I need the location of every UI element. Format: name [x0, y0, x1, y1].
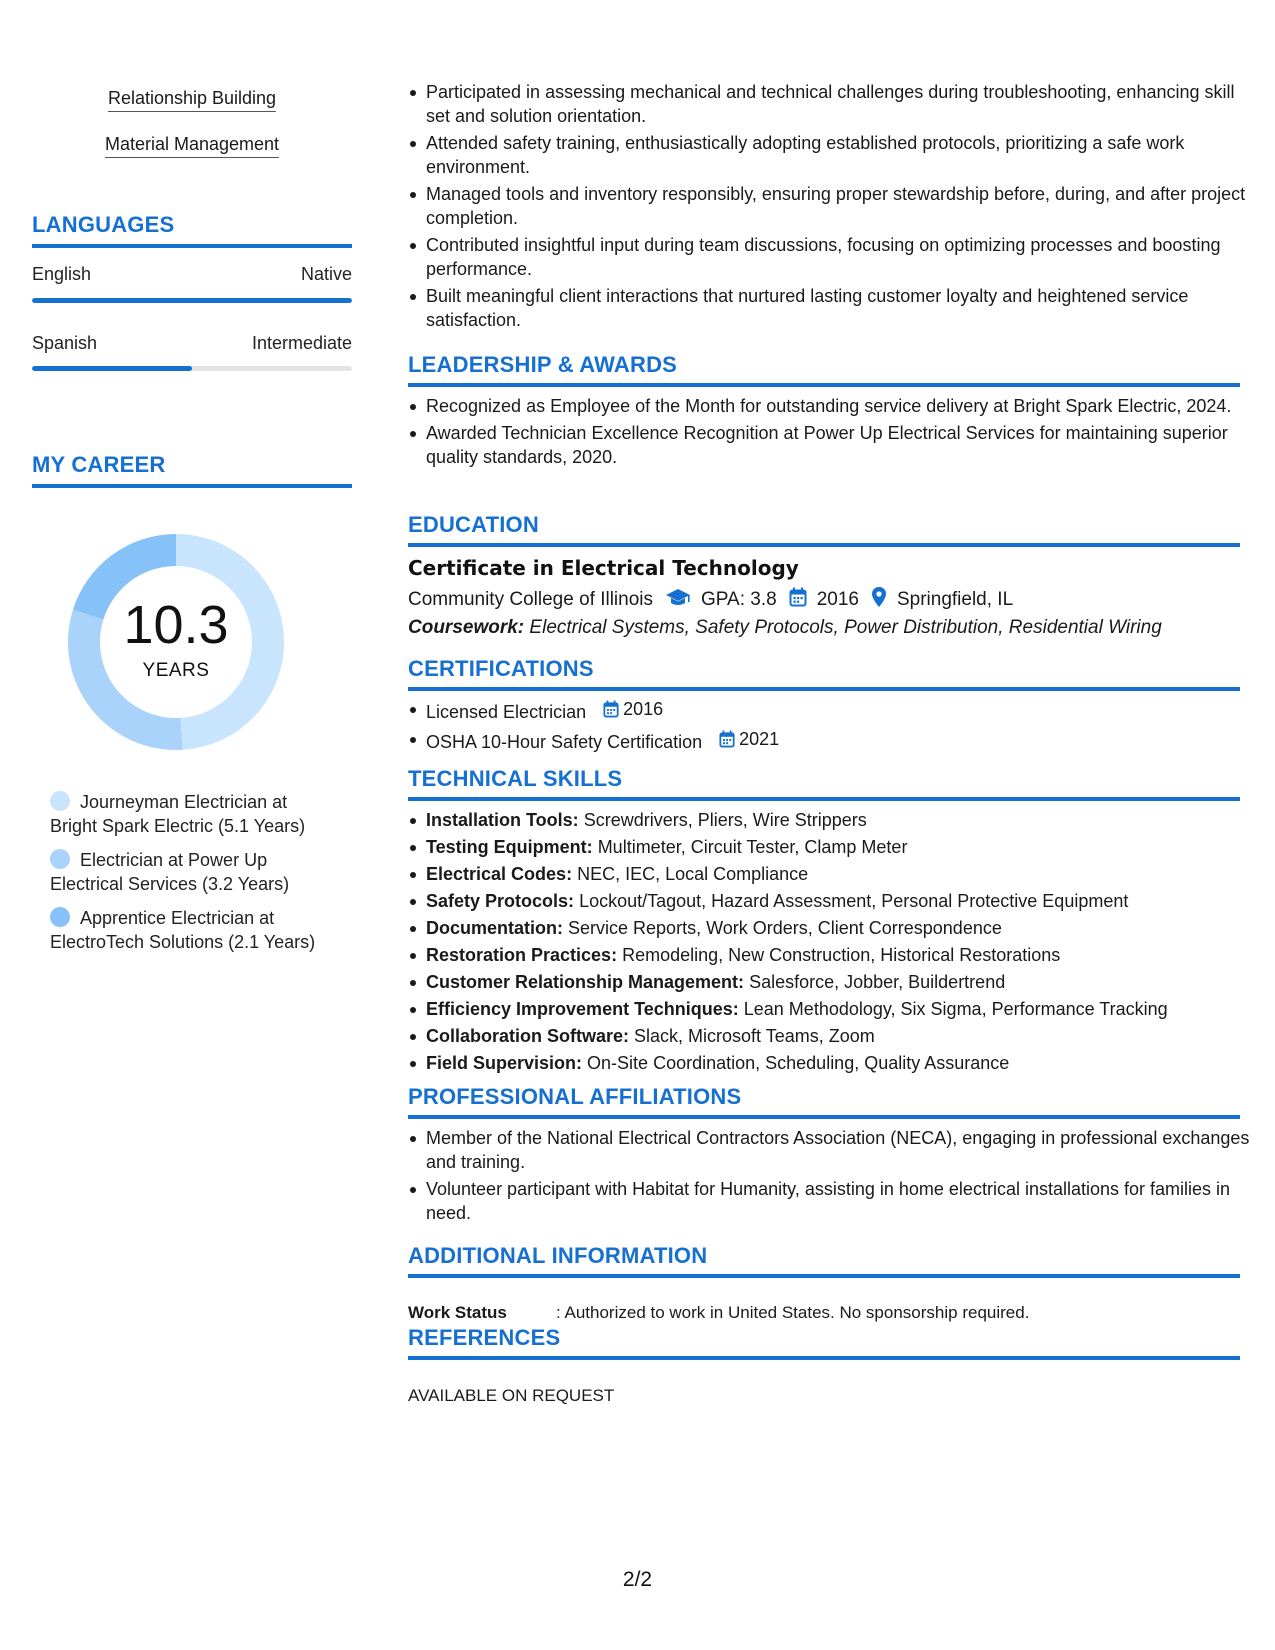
graduation-cap-icon: [665, 587, 691, 613]
language-bar-english: [32, 298, 352, 303]
certification-year: 2021: [739, 729, 780, 749]
education-coursework: [408, 617, 1162, 639]
coursework-value: Electrical Systems, Safety Protocols, Power Distribution, Residential Wiring: [529, 617, 1162, 638]
technical-skill-item: [426, 943, 1258, 967]
language-level: Intermediate: [251, 333, 352, 353]
calendar-icon: [603, 700, 619, 718]
skill-tag-relationship-building: Relationship Building: [108, 88, 276, 112]
language-name: English: [32, 264, 92, 284]
calendar-icon: [719, 730, 735, 748]
career-legend-label: Apprentice Electrician at ElectroTech Solutions (2.1 Years): [50, 908, 316, 952]
language-name: Spanish: [32, 333, 98, 353]
certification-item: [426, 727, 1258, 754]
skill-value: On-Site Coordination, Scheduling, Quality Assurance: [587, 1053, 1010, 1073]
skill-value: Slack, Microsoft Teams, Zoom: [634, 1026, 875, 1046]
skill-label: Installation Tools:: [426, 810, 579, 830]
technical-skill-item: [426, 835, 1258, 859]
certification-item: [426, 697, 1258, 724]
skill-tag-material-management: Material Management: [105, 134, 279, 158]
skill-value: Multimeter, Circuit Tester, Clamp Meter: [597, 837, 908, 857]
career-legend-item: [50, 790, 330, 838]
technical-skills-heading: TECHNICAL SKILLS: [408, 766, 1240, 801]
affiliation-item: Volunteer participant with Habitat for Humanity, assisting in home electrical installations for families in need.: [426, 1177, 1258, 1225]
leadership-item: Awarded Technician Excellence Recognition at Power Up Electrical Services for maintaining superior quality standards, 2020.: [426, 421, 1258, 469]
education-year: 2016: [816, 589, 859, 610]
calendar-icon: [789, 587, 807, 613]
skill-label: Safety Protocols:: [426, 891, 575, 911]
skill-value: Lean Methodology, Six Sigma, Performance Tracking: [743, 999, 1168, 1019]
career-legend-label: Journeyman Electrician at Bright Spark Electric (5.1 Years): [50, 792, 306, 836]
technical-skill-item: [426, 916, 1258, 940]
language-bar-fill: [32, 366, 192, 371]
certification-name: Licensed Electrician: [426, 702, 587, 722]
work-status-value: : Authorized to work in United States. No sponsorship required.: [556, 1303, 1030, 1322]
skill-label: Efficiency Improvement Techniques:: [426, 999, 739, 1019]
experience-bullet: Participated in assessing mechanical and technical challenges during troubleshooting, enhancing skill set and solution orientation.: [426, 80, 1258, 128]
technical-skill-item: [426, 997, 1258, 1021]
experience-bullet: Contributed insightful input during team discussions, focusing on optimizing processes and boosting performance.: [426, 233, 1258, 281]
technical-skill-item: [426, 1024, 1258, 1048]
work-status-key: Work Status: [408, 1303, 507, 1322]
skill-label: Collaboration Software:: [426, 1026, 630, 1046]
legend-dot: [50, 907, 70, 927]
references-heading: REFERENCES: [408, 1325, 1240, 1360]
certification-name: OSHA 10-Hour Safety Certification: [426, 732, 703, 752]
education-heading: EDUCATION: [408, 512, 1240, 547]
skill-value: Remodeling, New Construction, Historical Restorations: [622, 945, 1061, 965]
career-donut-center: [64, 530, 288, 754]
experience-bullets: [408, 80, 1258, 335]
career-legend-label: Electrician at Power Up Electrical Services (3.2 Years): [50, 850, 290, 894]
language-bar-spanish: [32, 366, 352, 371]
page-number: 2/2: [622, 1568, 653, 1591]
affiliations-heading: PROFESSIONAL AFFILIATIONS: [408, 1084, 1240, 1119]
education-details: [408, 586, 1013, 614]
career-heading: MY CAREER: [32, 452, 352, 488]
skill-label: Field Supervision:: [426, 1053, 583, 1073]
leadership-item: Recognized as Employee of the Month for outstanding service delivery at Bright Spark Electric, 2024.: [426, 394, 1258, 418]
career-total-value: 10.3: [123, 595, 229, 655]
work-status-row: [408, 1303, 1029, 1323]
certification-date: [603, 697, 663, 721]
references-text: AVAILABLE ON REQUEST: [408, 1386, 615, 1405]
location-pin-icon: [871, 586, 887, 614]
skill-value: Salesforce, Jobber, Buildertrend: [749, 972, 1006, 992]
education-gpa: GPA: 3.8: [701, 589, 777, 610]
education-school: Community College of Illinois: [408, 589, 653, 610]
skill-value: Service Reports, Work Orders, Client Correspondence: [568, 918, 1002, 938]
certification-year: 2016: [623, 699, 664, 719]
affiliation-item: Member of the National Electrical Contractors Association (NECA), engaging in professional exchanges and training.: [426, 1126, 1258, 1174]
technical-skill-item: [426, 1051, 1258, 1075]
certification-date: [719, 727, 779, 751]
skill-label: Electrical Codes:: [426, 864, 573, 884]
technical-skill-item: [426, 889, 1258, 913]
language-row-english: [32, 264, 352, 285]
career-legend-item: [50, 848, 330, 896]
skill-value: Screwdrivers, Pliers, Wire Strippers: [583, 810, 867, 830]
language-row-spanish: [32, 333, 352, 354]
legend-dot: [50, 791, 70, 811]
education-degree: Certificate in Electrical Technology: [408, 556, 799, 580]
skill-value: Lockout/Tagout, Hazard Assessment, Personal Protective Equipment: [579, 891, 1129, 911]
affiliations-list: [408, 1126, 1258, 1228]
certifications-list: [408, 697, 1258, 757]
certifications-heading: CERTIFICATIONS: [408, 656, 1240, 691]
education-location: Springfield, IL: [896, 589, 1014, 610]
skill-label: Documentation:: [426, 918, 563, 938]
career-donut-chart: [64, 530, 288, 754]
language-level: Native: [300, 264, 352, 284]
experience-bullet: Built meaningful client interactions that nurtured lasting customer loyalty and heightened service satisfaction.: [426, 284, 1258, 332]
experience-bullet: Managed tools and inventory responsibly, ensuring proper stewardship before, during, and after project completion.: [426, 182, 1258, 230]
language-bar-fill: [32, 298, 352, 303]
leadership-heading: LEADERSHIP & AWARDS: [408, 352, 1240, 387]
coursework-label: Coursework:: [408, 617, 525, 638]
leadership-list: [408, 394, 1258, 472]
experience-bullet: Attended safety training, enthusiastically adopting established protocols, prioritizing a safe work environment.: [426, 131, 1258, 179]
legend-dot: [50, 849, 70, 869]
skill-value: NEC, IEC, Local Compliance: [577, 864, 809, 884]
career-legend-item: [50, 906, 330, 954]
skill-label: Testing Equipment:: [426, 837, 593, 857]
languages-heading: LANGUAGES: [32, 212, 352, 248]
skill-label: Customer Relationship Management:: [426, 972, 745, 992]
technical-skills-list: [408, 808, 1258, 1078]
skill-label: Restoration Practices:: [426, 945, 618, 965]
technical-skill-item: [426, 970, 1258, 994]
technical-skill-item: [426, 862, 1258, 886]
career-legend: [50, 790, 330, 964]
career-total-unit: YEARS: [142, 660, 210, 681]
technical-skill-item: [426, 808, 1258, 832]
additional-info-heading: ADDITIONAL INFORMATION: [408, 1243, 1240, 1278]
